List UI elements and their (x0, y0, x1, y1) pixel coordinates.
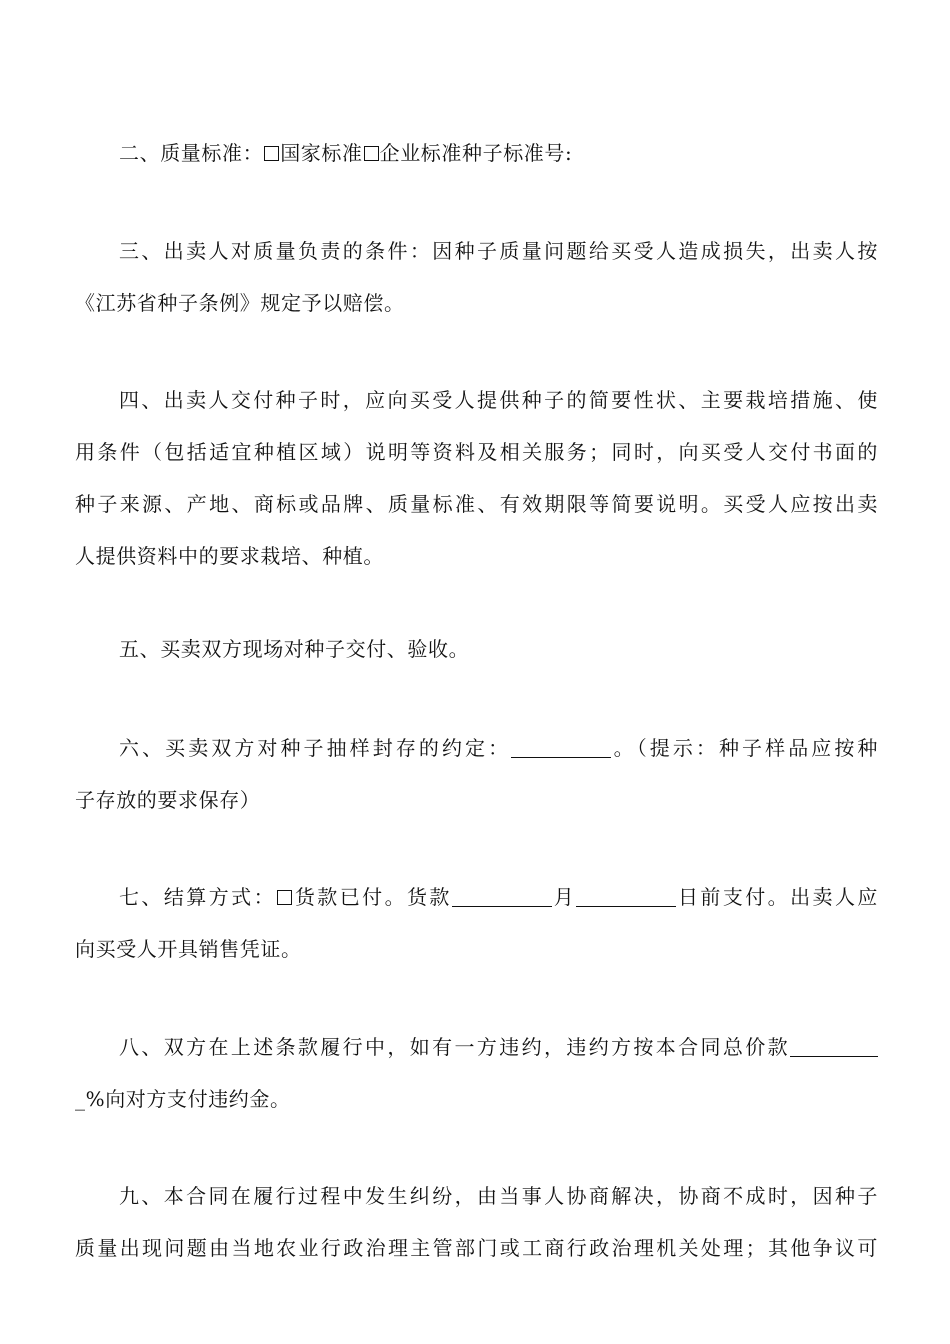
clause-4-line-3: 种子来源、产地、商标或品牌、质量标准、有效期限等简要说明。买受人应按出卖 (75, 492, 878, 516)
clause-7-text-a: 七、结算方式： (119, 885, 277, 909)
clause-6-text-b: 。（提示：种子样品应按种 (611, 736, 878, 760)
clause-9-line-2: 质量出现问题由当地农业行政治理主管部门或工商行政治理机关处理；其他争议可 (75, 1236, 878, 1260)
clause-2-text-b: 国家标准 (280, 141, 363, 165)
clause-quality-standard (75, 127, 878, 179)
penalty-percent-blank[interactable] (790, 1036, 878, 1057)
sampling-blank-field[interactable] (511, 737, 611, 758)
clause-sampling (75, 722, 878, 826)
payment-month-blank[interactable] (452, 886, 552, 907)
clause-3-line-1: 三、出卖人对质量负责的条件：因种子质量问题给买受人造成损失，出卖人按 (119, 239, 878, 263)
checkbox-national-standard[interactable] (264, 146, 279, 161)
clause-4-line-1: 四、出卖人交付种子时，应向买受人提供种子的简要性状、主要栽培措施、使 (119, 388, 878, 412)
clause-8-line-2: _%向对方支付违约金。 (75, 1087, 291, 1111)
clause-6-text-a: 六、买卖双方对种子抽样封存的约定： (119, 736, 512, 760)
payment-day-blank[interactable] (576, 886, 676, 907)
clause-6-line-2: 子存放的要求保存） (75, 788, 261, 812)
clause-4-line-2: 用条件（包括适宜种植区域）说明等资料及相关服务；同时，向买受人交付书面的 (75, 440, 878, 464)
clause-2-text-a: 二、质量标准： (119, 141, 264, 165)
clause-5-line-1: 五、买卖双方现场对种子交付、验收。 (119, 637, 470, 661)
clause-7-line-2: 向买受人开具销售凭证。 (75, 937, 302, 961)
clause-8-text-a: 八、双方在上述条款履行中，如有一方违约，违约方按本合同总价款 (119, 1035, 790, 1059)
clause-7-text-c: 月 (551, 885, 577, 909)
clause-breach (75, 1021, 878, 1125)
clause-inspection (75, 623, 878, 675)
clause-7-text-d: 日前支付。出卖人应 (676, 885, 878, 909)
clause-settlement (75, 871, 878, 975)
clause-seller-liability (75, 225, 878, 329)
checkbox-enterprise-standard[interactable] (364, 146, 379, 161)
clause-dispute (75, 1170, 878, 1274)
clause-3-line-2: 《江苏省种子条例》规定予以赔偿。 (75, 291, 405, 315)
checkbox-payment-made[interactable] (277, 890, 292, 905)
clause-delivery-info (75, 374, 878, 582)
clause-9-line-1: 九、本合同在履行过程中发生纠纷，由当事人协商解决，协商不成时，因种子 (119, 1184, 878, 1208)
clause-2-text-c: 企业标准种子标准号: (379, 141, 573, 165)
clause-7-text-b: 货款已付。货款 (293, 885, 452, 909)
clause-4-line-4: 人提供资料中的要求栽培、种植。 (75, 544, 384, 568)
